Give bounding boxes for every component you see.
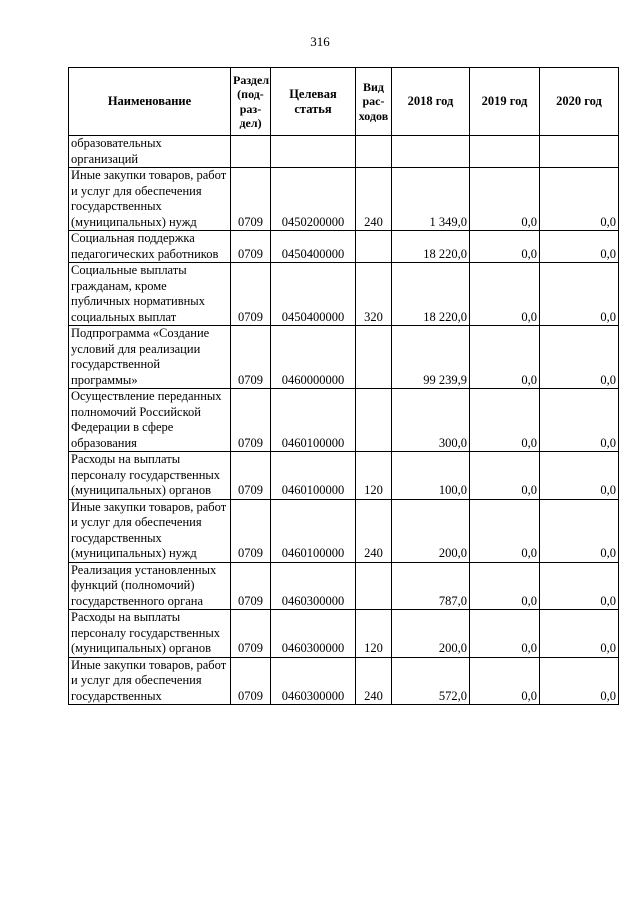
cell-2018: 18 220,0	[392, 231, 470, 263]
table-row	[69, 389, 619, 452]
cell-2018: 1 349,0	[392, 168, 470, 231]
cell-2018: 18 220,0	[392, 263, 470, 326]
cell-2020: 0,0	[540, 657, 619, 705]
cell-2019	[470, 136, 540, 168]
table-row	[69, 610, 619, 658]
cell-expense: 320	[356, 263, 392, 326]
cell-2018: 200,0	[392, 610, 470, 658]
header-name: Наименование	[69, 68, 231, 136]
cell-2020: 0,0	[540, 263, 619, 326]
cell-2018	[392, 136, 470, 168]
table-header-row	[69, 68, 619, 136]
cell-article: 0450200000	[271, 168, 356, 231]
cell-2018: 100,0	[392, 452, 470, 500]
cell-2020: 0,0	[540, 562, 619, 610]
header-expense	[356, 68, 392, 136]
cell-expense: 240	[356, 168, 392, 231]
cell-2019: 0,0	[470, 326, 540, 389]
cell-expense	[356, 326, 392, 389]
cell-section: 0709	[231, 452, 271, 500]
cell-2020: 0,0	[540, 389, 619, 452]
cell-article: 0450400000	[271, 231, 356, 263]
cell-2020: 0,0	[540, 610, 619, 658]
table-row	[69, 326, 619, 389]
cell-section: 0709	[231, 231, 271, 263]
cell-name: Иные закупки товаров, работ и услуг для обеспечения государственных	[69, 657, 231, 705]
cell-expense	[356, 231, 392, 263]
table-row	[69, 452, 619, 500]
cell-section: 0709	[231, 326, 271, 389]
table-body	[69, 136, 619, 705]
cell-article: 0460100000	[271, 389, 356, 452]
cell-expense	[356, 562, 392, 610]
cell-2018: 200,0	[392, 499, 470, 562]
cell-article: 0460300000	[271, 562, 356, 610]
cell-name: Расходы на выплаты персоналу государственных (муниципальных) органов	[69, 610, 231, 658]
cell-expense	[356, 136, 392, 168]
table-row	[69, 263, 619, 326]
cell-article: 0460100000	[271, 499, 356, 562]
cell-2019: 0,0	[470, 263, 540, 326]
cell-expense: 240	[356, 499, 392, 562]
cell-article: 0460300000	[271, 657, 356, 705]
cell-2020: 0,0	[540, 168, 619, 231]
header-2020: 2020 год	[540, 68, 619, 136]
cell-section: 0709	[231, 168, 271, 231]
cell-2019: 0,0	[470, 610, 540, 658]
cell-2018: 99 239,9	[392, 326, 470, 389]
cell-expense: 120	[356, 610, 392, 658]
cell-2019: 0,0	[470, 562, 540, 610]
cell-2019: 0,0	[470, 389, 540, 452]
table-row	[69, 136, 619, 168]
cell-name: образовательных организаций	[69, 136, 231, 168]
cell-2018: 787,0	[392, 562, 470, 610]
budget-table	[68, 67, 619, 705]
cell-2019: 0,0	[470, 657, 540, 705]
cell-section: 0709	[231, 263, 271, 326]
cell-expense	[356, 389, 392, 452]
cell-expense: 120	[356, 452, 392, 500]
cell-section: 0709	[231, 610, 271, 658]
header-section	[231, 68, 271, 136]
table-row	[69, 231, 619, 263]
cell-name: Подпрограмма «Создание условий для реализации государственной программы»	[69, 326, 231, 389]
cell-name: Иные закупки товаров, работ и услуг для обеспечения государственных (муниципальных) нужд	[69, 168, 231, 231]
cell-2018: 300,0	[392, 389, 470, 452]
cell-article: 0460100000	[271, 452, 356, 500]
header-expense-text: Вид рас-ходов	[358, 79, 389, 123]
table-row	[69, 657, 619, 705]
cell-2020: 0,0	[540, 452, 619, 500]
table-row	[69, 562, 619, 610]
page-number: 316	[310, 34, 330, 49]
cell-section: 0709	[231, 657, 271, 705]
cell-name: Иные закупки товаров, работ и услуг для обеспечения государственных (муниципальных) нужд	[69, 499, 231, 562]
cell-2019: 0,0	[470, 168, 540, 231]
table-row	[69, 499, 619, 562]
cell-article	[271, 136, 356, 168]
cell-section	[231, 136, 271, 168]
cell-2019: 0,0	[470, 231, 540, 263]
table-row	[69, 168, 619, 231]
cell-2020: 0,0	[540, 326, 619, 389]
cell-2020: 0,0	[540, 231, 619, 263]
cell-article: 0450400000	[271, 263, 356, 326]
cell-expense: 240	[356, 657, 392, 705]
cell-2020	[540, 136, 619, 168]
header-2018: 2018 год	[392, 68, 470, 136]
cell-article: 0460000000	[271, 326, 356, 389]
cell-section: 0709	[231, 389, 271, 452]
cell-name: Расходы на выплаты персоналу государственных (муниципальных) органов	[69, 452, 231, 500]
cell-name: Реализация установленных функций (полномочий) государственного органа	[69, 562, 231, 610]
cell-2019: 0,0	[470, 499, 540, 562]
header-2019: 2019 год	[470, 68, 540, 136]
cell-2019: 0,0	[470, 452, 540, 500]
header-section-text: Раздел (под-раз-дел)	[233, 72, 270, 130]
header-article-text: Целевая статья	[289, 86, 337, 116]
cell-2020: 0,0	[540, 499, 619, 562]
cell-name: Осуществление переданных полномочий Российской Федерации в сфере образования	[69, 389, 231, 452]
cell-2018: 572,0	[392, 657, 470, 705]
cell-section: 0709	[231, 562, 271, 610]
cell-article: 0460300000	[271, 610, 356, 658]
cell-name: Социальные выплаты гражданам, кроме публичных нормативных социальных выплат	[69, 263, 231, 326]
cell-name: Социальная поддержка педагогических работников	[69, 231, 231, 263]
header-article	[271, 68, 356, 136]
cell-section: 0709	[231, 499, 271, 562]
